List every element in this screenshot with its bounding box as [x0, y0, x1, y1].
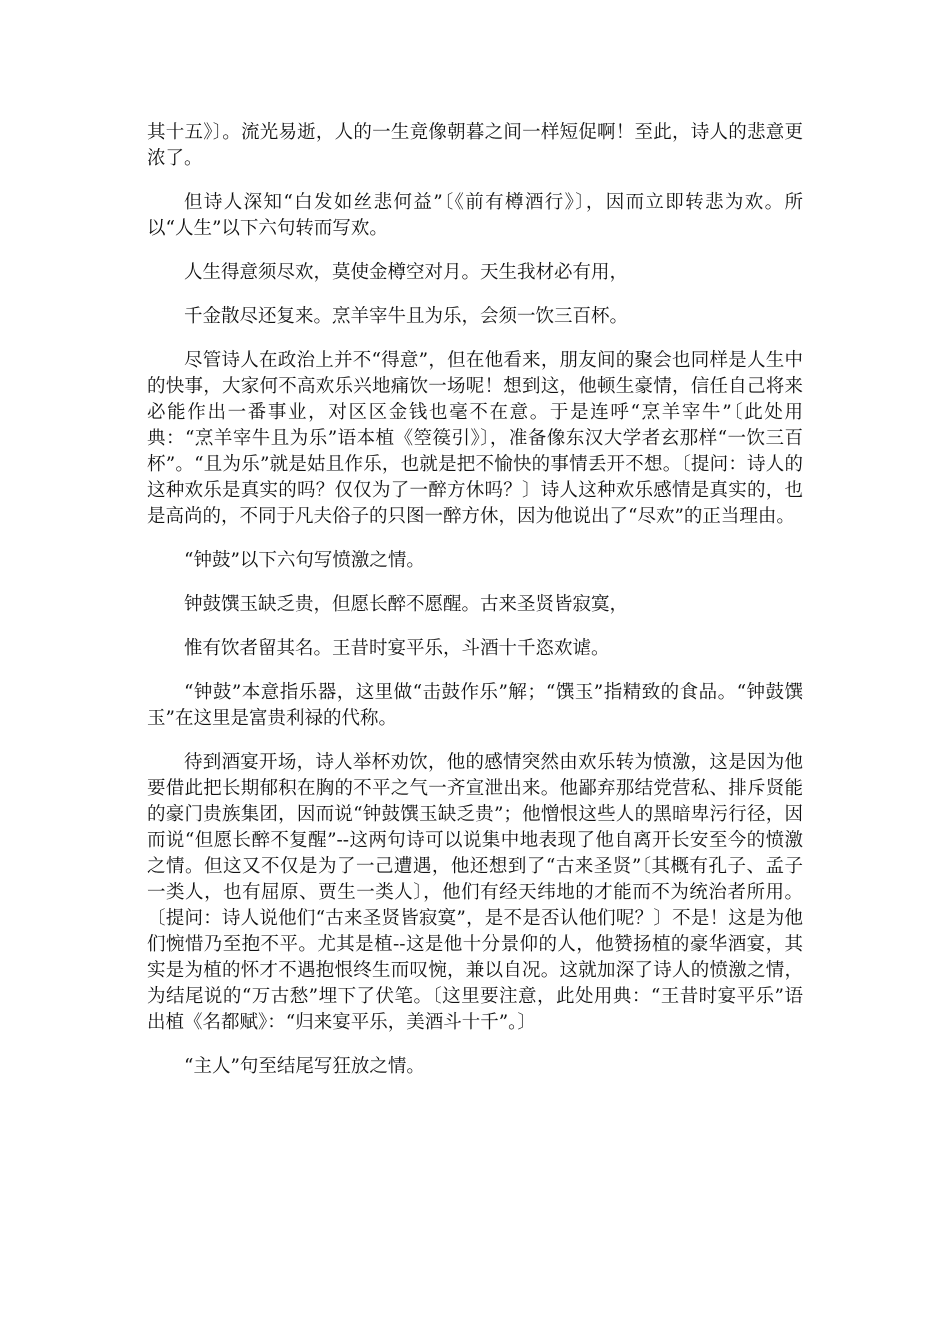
paragraph: 其十五》〕。流光易逝，人的一生竟像朝暮之间一样短促啊！至此，诗人的悲意更浓了。: [147, 122, 803, 169]
paragraph: “钟鼓”以下六句写愤激之情。: [184, 550, 425, 571]
document-body: [147, 120, 803, 1098]
poem-line: 千金散尽还复来。烹羊宰牛且为乐，会须一饮三百杯。: [184, 306, 629, 327]
paragraph: 尽管诗人在政治上并不“得意”，但在他看来，朋友间的聚会也同样是人生中的快事，大家何不高欢乐兴地痛饮一场呢！想到这，他顿生豪情，信任自己将来必能作出一番事业，对区区金钱也毫不在意。于是连呼“烹羊宰牛”〔此处用典：“烹羊宰牛且为乐”语本植《箜篌引》〕，准备像东汉大学者玄那样“一饮三百杯”。“且为乐”就是姑且作乐，也就是把不愉快的事情丢开不想。〔提问：诗人的这种欢乐是真实的吗？仅仅为了一醉方休吗？〕诗人这种欢乐感情是真实的，也是高尚的，不同于凡夫俗子的只图一醉方休，因为他说出了“尽欢”的正当理由。: [147, 350, 803, 527]
poem-line: 惟有饮者留其名。王昔时宴平乐，斗酒十千恣欢谑。: [184, 638, 610, 659]
paragraph: 待到酒宴开场，诗人举杯劝饮，他的感情突然由欢乐转为愤激，这是因为他要借此把长期郁积在胸的不平之气一齐宣泄出来。他鄙弃那结党营私、排斥贤能的豪门贵族集团，因而说“钟鼓馔玉缺乏贵”；他憎恨这些人的黑暗卑污行径，因而说“但愿长醉不复醒”--这两句诗可以说集中地表现了他自离开长安至今的愤激之情。但这又不仅是为了一己遭遇，他还想到了“古来圣贤”〔其概有孔子、孟子一类人，也有屈原、贾生一类人〕，他们有经天纬地的才能而不为统治者所用。〔提问：诗人说他们“古来圣贤皆寂寞”，是不是否认他们呢？〕不是！这是为他们惋惜乃至抱不平。尤其是植--这是他十分景仰的人，他赞扬植的豪华酒宴，其实是为植的怀才不遇抱恨终生而叹惋，兼以自况。这就加深了诗人的愤激之情，为结尾说的“万古愁”埋下了伏笔。〔这里要注意，此处用典：“王昔时宴平乐”语出植《名都赋》：“归来宴平乐，美酒斗十千”。〕: [147, 752, 803, 1033]
paragraph: “主人”句至结尾写狂放之情。: [184, 1056, 425, 1077]
poem-line: 人生得意须尽欢，莫使金樽空对月。天生我材必有用，: [184, 262, 629, 283]
paragraph: 但诗人深知“白发如丝悲何益”〔《前有樽酒行》〕，因而立即转悲为欢。所以“人生”以下六句转而写欢。: [147, 192, 803, 239]
poem-line: 钟鼓馔玉缺乏贵，但愿长醉不愿醒。古来圣贤皆寂寞，: [184, 594, 629, 615]
paragraph: “钟鼓”本意指乐器，这里做“击鼓作乐”解；“馔玉”指精致的食品。“钟鼓馔玉”在这里是富贵利禄的代称。: [147, 682, 803, 729]
